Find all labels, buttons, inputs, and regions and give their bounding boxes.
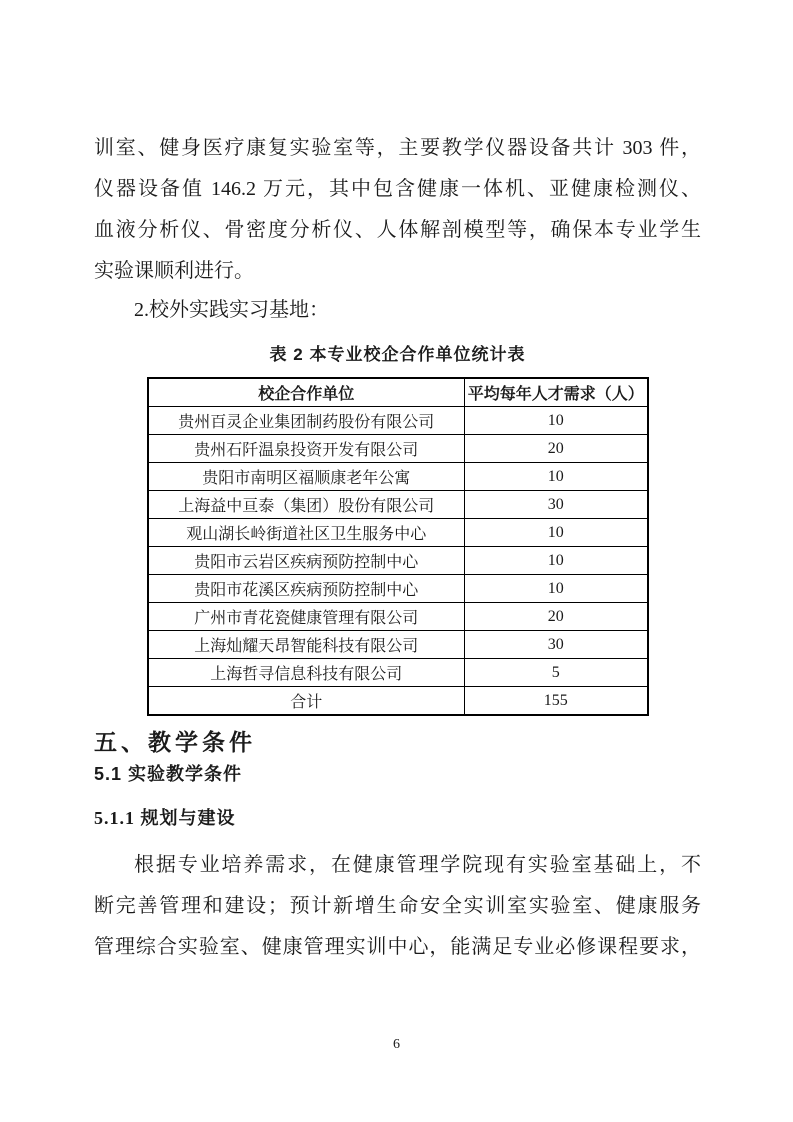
company-cell: 贵州石阡温泉投资开发有限公司 [148,435,464,463]
table-header-row [148,378,648,407]
table-row [148,519,648,547]
company-cell: 上海益中亘泰（集团）股份有限公司 [148,491,464,519]
table-row-total [148,687,648,716]
list-item-offcampus-bases: 2.校外实践实习基地： [134,299,329,321]
chapter-heading: 五、教学条件 [94,729,256,755]
demand-cell: 20 [464,603,648,631]
subsection-heading: 5.1.1 规划与建设 [94,808,236,828]
paragraph-line: 血液分析仪、骨密度分析仪、人体解剖模型等，确保本专业学生 [94,219,701,241]
page-number: 6 [393,1037,400,1052]
section-heading: 5.1 实验教学条件 [94,764,243,784]
company-cell: 广州市青花瓷健康管理有限公司 [148,603,464,631]
cooperation-units-table [147,377,649,716]
paragraph-line: 仪器设备值 146.2 万元，其中包含健康一体机、亚健康检测仪、 [94,178,701,200]
table-title: 表 2 本专业校企合作单位统计表 [269,345,526,364]
total-label-cell: 合计 [148,687,464,716]
column-header-demand: 平均每年人才需求（人） [464,378,648,407]
table-row [148,491,648,519]
paragraph-line: 训室、健身医疗康复实验室等，主要教学仪器设备共计 303 件， [94,137,701,159]
company-cell: 贵阳市花溪区疾病预防控制中心 [148,575,464,603]
table-row [148,547,648,575]
company-cell: 贵阳市云岩区疾病预防控制中心 [148,547,464,575]
table-row [148,631,648,659]
paragraph-line: 根据专业培养需求，在健康管理学院现有实验室基础上，不 [134,854,701,876]
demand-cell: 10 [464,547,648,575]
demand-cell: 10 [464,575,648,603]
intro-paragraph [94,128,701,292]
demand-cell: 10 [464,519,648,547]
table-row [148,603,648,631]
company-cell: 上海哲寻信息科技有限公司 [148,659,464,687]
demand-cell: 5 [464,659,648,687]
total-value-cell: 155 [464,687,648,716]
planning-paragraph [94,845,701,968]
paragraph-line: 实验课顺利进行。 [94,260,254,282]
table-row [148,463,648,491]
demand-cell: 10 [464,463,648,491]
table-row [148,575,648,603]
company-cell: 贵州百灵企业集团制药股份有限公司 [148,407,464,435]
paragraph-line: 断完善管理和建设；预计新增生命安全实训室实验室、健康服务 [94,895,701,917]
table-row [148,435,648,463]
demand-cell: 30 [464,631,648,659]
paragraph-line: 管理综合实验室、健康管理实训中心，能满足专业必修课程要求， [94,936,701,958]
demand-cell: 20 [464,435,648,463]
company-cell: 贵阳市南明区福顺康老年公寓 [148,463,464,491]
company-cell: 上海灿耀天昂智能科技有限公司 [148,631,464,659]
column-header-unit: 校企合作单位 [148,378,464,407]
table-row [148,407,648,435]
company-cell: 观山湖长岭街道社区卫生服务中心 [148,519,464,547]
table-row [148,659,648,687]
demand-cell: 10 [464,407,648,435]
demand-cell: 30 [464,491,648,519]
